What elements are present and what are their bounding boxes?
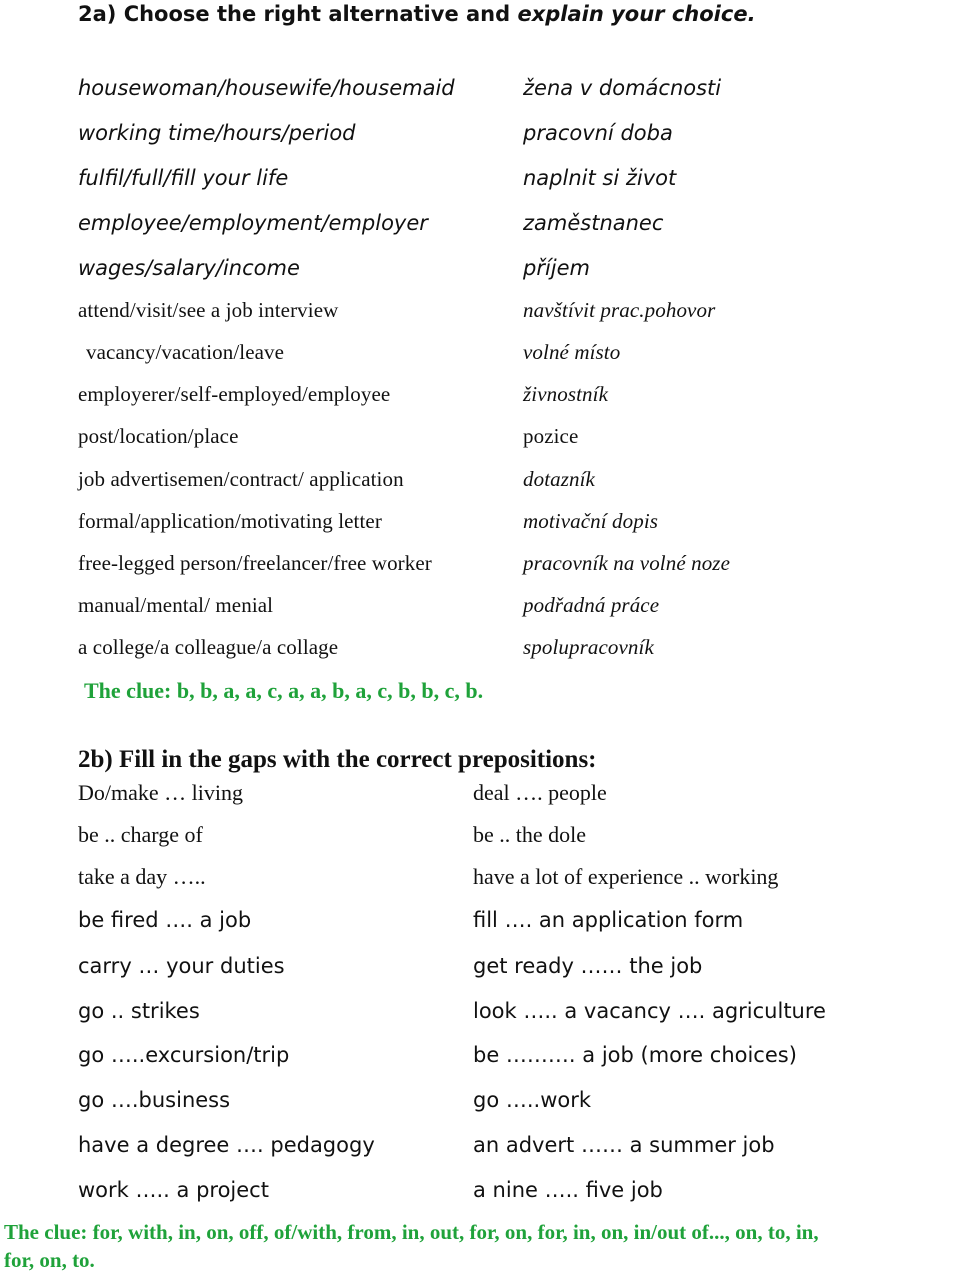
gap-phrase-left: go …..excursion/trip [78, 1043, 290, 1067]
gap-phrase-right: be ………. a job (more choices) [473, 1043, 797, 1067]
section-b-heading: 2b) Fill in the gaps with the correct prepositions: [78, 746, 597, 773]
vocab-options: employee/employment/employer [78, 211, 428, 235]
vocab-options: a college/a colleague/a collage [78, 635, 339, 659]
vocab-options: working time/hours/period [78, 121, 356, 145]
vocab-options: fulfil/full/fill your life [78, 166, 289, 190]
vocab-translation: dotazník [523, 467, 595, 491]
gap-phrase-right: a nine ….. five job [473, 1178, 663, 1202]
vocab-translation: žena v domácnosti [523, 76, 722, 100]
gap-phrase-left: be fired …. a job [78, 908, 252, 932]
vocab-translation: pracovní doba [523, 121, 673, 145]
gap-phrase-left: go ….business [78, 1088, 231, 1112]
gap-phrase-right: an advert …… a summer job [473, 1133, 775, 1157]
vocab-options: job advertisemen/contract/ application [78, 467, 404, 491]
section-b-clue-line-1: The clue: for, with, in, on, off, of/with, from, in, out, for, on, for, in, on, in/out of..., on, to, in, [4, 1220, 819, 1244]
gap-phrase-right: be .. the dole [473, 822, 587, 847]
gap-phrase-left: Do/make … living [78, 780, 243, 805]
vocab-translation: podřadná práce [523, 593, 660, 617]
vocab-options: attend/visit/see a job interview [78, 298, 339, 322]
vocab-translation: volné místo [523, 340, 621, 364]
vocab-translation: pracovník na volné noze [523, 551, 730, 575]
gap-phrase-right: go …..work [473, 1088, 592, 1112]
gap-phrase-left: carry … your duties [78, 954, 285, 978]
section-a-heading-text: 2a) Choose the right alternative and [78, 2, 518, 26]
section-a-heading [78, 2, 756, 26]
gap-phrase-right: have a lot of experience .. working [473, 864, 779, 889]
vocab-options: post/location/place [78, 424, 239, 448]
vocab-options: housewoman/housewife/housemaid [78, 76, 455, 100]
gap-phrase-right: fill …. an application form [473, 908, 744, 932]
gap-phrase-left: have a degree …. pedagogy [78, 1133, 375, 1157]
vocab-options: wages/salary/income [78, 256, 300, 280]
vocab-options: manual/mental/ menial [78, 593, 274, 617]
vocab-translation: navštívit prac.pohovor [523, 298, 716, 322]
section-a-heading-emphasis: explain your choice. [517, 2, 756, 26]
vocab-options: vacancy/vacation/leave [86, 340, 285, 364]
vocab-translation: příjem [523, 256, 591, 280]
vocab-translation: naplnit si život [523, 166, 677, 190]
gap-phrase-left: work ….. a project [78, 1178, 269, 1202]
vocab-translation: spolupracovník [523, 635, 654, 659]
vocab-options: formal/application/motivating letter [78, 509, 382, 533]
section-b-clue-line-2: for, on, to. [4, 1248, 95, 1272]
vocab-translation: živnostník [523, 382, 608, 406]
gap-phrase-left: go .. strikes [78, 999, 200, 1023]
vocab-translation: zaměstnanec [523, 211, 664, 235]
gap-phrase-left: be .. charge of [78, 822, 203, 847]
vocab-options: employerer/self-employed/employee [78, 382, 391, 406]
section-a-clue: The clue: b, b, a, a, c, a, a, b, a, c, b, b, c, b. [84, 678, 484, 703]
gap-phrase-right: deal …. people [473, 780, 607, 805]
gap-phrase-right: look ….. a vacancy …. agriculture [473, 999, 826, 1023]
gap-phrase-right: get ready …… the job [473, 954, 703, 978]
gap-phrase-left: take a day ….. [78, 864, 206, 889]
vocab-translation: motivační dopis [523, 509, 659, 533]
vocab-options: free-legged person/freelancer/free worker [78, 551, 432, 575]
vocab-translation: pozice [523, 424, 579, 448]
